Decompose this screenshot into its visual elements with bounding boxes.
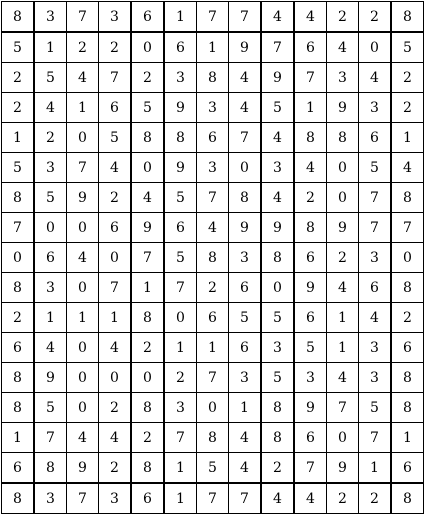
grid-cell: 9 [131, 213, 164, 243]
grid-cell: 2 [131, 333, 164, 363]
grid-cell: 6 [294, 303, 327, 333]
grid-cell: 4 [261, 183, 294, 213]
grid-cell: 8 [197, 243, 229, 273]
grid-cell: 3 [261, 153, 294, 183]
grid-cell: 7 [34, 423, 67, 453]
grid-cell: 7 [164, 273, 197, 303]
grid-cell: 1 [294, 93, 327, 123]
grid-cell: 1 [391, 123, 424, 153]
grid-cell: 0 [327, 153, 359, 183]
grid-cell: 0 [261, 273, 294, 303]
grid-cell: 7 [229, 2, 262, 33]
grid-cell: 3 [197, 93, 229, 123]
grid-cell: 2 [327, 2, 359, 33]
grid-cell: 6 [2, 453, 35, 484]
grid-cell: 8 [391, 183, 424, 213]
grid-cell: 2 [391, 93, 424, 123]
grid-cell: 9 [261, 63, 294, 93]
grid-row [2, 363, 424, 393]
grid-row [2, 483, 424, 514]
grid-cell: 3 [359, 363, 392, 393]
grid-row [2, 213, 424, 243]
grid-cell: 7 [359, 183, 392, 213]
grid-cell: 3 [164, 393, 197, 423]
grid-cell: 0 [131, 363, 164, 393]
grid-cell: 9 [164, 93, 197, 123]
grid-cell: 2 [261, 453, 294, 484]
grid-row [2, 123, 424, 153]
grid-cell: 4 [327, 363, 359, 393]
grid-cell: 0 [131, 153, 164, 183]
grid-cell: 7 [229, 483, 262, 514]
grid-cell: 6 [294, 423, 327, 453]
grid-cell: 8 [391, 393, 424, 423]
grid-cell: 0 [99, 363, 132, 393]
grid-cell: 7 [359, 213, 392, 243]
grid-cell: 2 [2, 63, 35, 93]
grid-cell: 4 [229, 63, 262, 93]
grid-cell: 2 [67, 32, 99, 63]
grid-cell: 0 [99, 243, 132, 273]
grid-cell: 2 [164, 363, 197, 393]
grid-cell: 3 [99, 2, 132, 33]
grid-cell: 4 [229, 93, 262, 123]
grid-row [2, 273, 424, 303]
grid-cell: 3 [294, 363, 327, 393]
grid-cell: 5 [261, 303, 294, 333]
grid-cell: 4 [99, 153, 132, 183]
grid-cell: 6 [197, 303, 229, 333]
grid-cell: 4 [261, 123, 294, 153]
grid-cell: 8 [391, 2, 424, 33]
grid-cell: 6 [34, 243, 67, 273]
grid-cell: 4 [294, 153, 327, 183]
grid-cell: 1 [34, 32, 67, 63]
grid-cell: 8 [229, 183, 262, 213]
grid-row [2, 393, 424, 423]
grid-row [2, 2, 424, 33]
grid-cell: 9 [327, 93, 359, 123]
grid-cell: 0 [67, 363, 99, 393]
grid-cell: 9 [67, 453, 99, 484]
grid-cell: 6 [164, 213, 197, 243]
grid-cell: 6 [229, 273, 262, 303]
grid-cell: 1 [359, 453, 392, 484]
grid-cell: 3 [34, 153, 67, 183]
grid-cell: 8 [261, 423, 294, 453]
grid-cell: 7 [294, 453, 327, 484]
grid-cell: 2 [391, 63, 424, 93]
grid-cell: 0 [67, 213, 99, 243]
number-grid [1, 1, 424, 514]
grid-cell: 0 [2, 243, 35, 273]
grid-cell: 4 [229, 453, 262, 484]
grid-cell: 9 [294, 273, 327, 303]
grid-cell: 8 [131, 393, 164, 423]
grid-cell: 5 [261, 363, 294, 393]
grid-cell: 4 [327, 32, 359, 63]
grid-cell: 1 [131, 273, 164, 303]
grid-cell: 1 [391, 423, 424, 453]
grid-cell: 4 [294, 483, 327, 514]
grid-cell: 6 [131, 2, 164, 33]
grid-cell: 2 [99, 183, 132, 213]
grid-cell: 4 [391, 153, 424, 183]
grid-cell: 3 [34, 273, 67, 303]
grid-cell: 4 [67, 243, 99, 273]
grid-row [2, 63, 424, 93]
grid-cell: 0 [197, 393, 229, 423]
grid-cell: 3 [164, 63, 197, 93]
grid-cell: 2 [359, 2, 392, 33]
grid-cell: 7 [197, 363, 229, 393]
grid-cell: 2 [359, 483, 392, 514]
grid-row [2, 183, 424, 213]
grid-cell: 7 [67, 483, 99, 514]
grid-cell: 8 [294, 123, 327, 153]
grid-cell: 7 [99, 63, 132, 93]
grid-cell: 0 [359, 32, 392, 63]
grid-cell: 6 [164, 32, 197, 63]
grid-row [2, 453, 424, 484]
grid-cell: 2 [294, 183, 327, 213]
grid-cell: 0 [67, 273, 99, 303]
grid-row [2, 423, 424, 453]
grid-cell: 5 [2, 153, 35, 183]
grid-cell: 9 [229, 213, 262, 243]
grid-cell: 0 [67, 393, 99, 423]
grid-cell: 1 [99, 303, 132, 333]
grid-cell: 9 [294, 393, 327, 423]
grid-cell: 8 [131, 303, 164, 333]
grid-cell: 0 [67, 123, 99, 153]
grid-cell: 2 [2, 93, 35, 123]
grid-cell: 0 [391, 243, 424, 273]
grid-cell: 5 [261, 93, 294, 123]
grid-cell: 9 [229, 32, 262, 63]
grid-cell: 3 [229, 363, 262, 393]
grid-cell: 6 [2, 333, 35, 363]
grid-cell: 0 [229, 153, 262, 183]
grid-cell: 8 [2, 363, 35, 393]
grid-cell: 4 [327, 273, 359, 303]
grid-cell: 7 [229, 123, 262, 153]
grid-cell: 0 [327, 183, 359, 213]
grid-cell: 5 [294, 333, 327, 363]
grid-cell: 6 [229, 333, 262, 363]
grid-cell: 8 [131, 123, 164, 153]
grid-cell: 8 [2, 2, 35, 33]
grid-cell: 6 [391, 333, 424, 363]
grid-cell: 9 [164, 153, 197, 183]
grid-row [2, 333, 424, 363]
grid-cell: 1 [197, 32, 229, 63]
grid-cell: 0 [164, 303, 197, 333]
grid-cell: 1 [197, 333, 229, 363]
grid-cell: 7 [391, 213, 424, 243]
grid-cell: 3 [197, 153, 229, 183]
grid-cell: 1 [229, 393, 262, 423]
grid-cell: 2 [391, 303, 424, 333]
grid-cell: 8 [261, 393, 294, 423]
grid-cell: 4 [359, 63, 392, 93]
grid-cell: 4 [229, 423, 262, 453]
grid-cell: 1 [164, 333, 197, 363]
grid-cell: 5 [34, 393, 67, 423]
grid-cell: 2 [34, 123, 67, 153]
grid-cell: 5 [164, 183, 197, 213]
grid-cell: 8 [391, 363, 424, 393]
grid-cell: 8 [2, 393, 35, 423]
grid-cell: 7 [67, 2, 99, 33]
grid-cell: 8 [164, 123, 197, 153]
grid-cell: 6 [359, 123, 392, 153]
grid-cell: 1 [34, 303, 67, 333]
grid-cell: 7 [294, 63, 327, 93]
grid-cell: 5 [359, 393, 392, 423]
grid-cell: 9 [327, 213, 359, 243]
grid-cell: 4 [197, 213, 229, 243]
grid-cell: 8 [2, 273, 35, 303]
grid-cell: 3 [34, 2, 67, 33]
grid-cell: 1 [67, 93, 99, 123]
grid-cell: 5 [229, 303, 262, 333]
grid-cell: 7 [261, 32, 294, 63]
grid-cell: 2 [131, 63, 164, 93]
grid-cell: 3 [261, 333, 294, 363]
grid-row [2, 243, 424, 273]
grid-cell: 5 [34, 63, 67, 93]
grid-cell: 3 [327, 63, 359, 93]
grid-cell: 7 [197, 483, 229, 514]
grid-cell: 4 [99, 333, 132, 363]
grid-row [2, 303, 424, 333]
grid-row [2, 32, 424, 63]
grid-cell: 2 [131, 423, 164, 453]
grid-cell: 4 [34, 333, 67, 363]
grid-cell: 1 [164, 2, 197, 33]
grid-cell: 8 [294, 213, 327, 243]
grid-cell: 9 [327, 453, 359, 484]
grid-cell: 5 [131, 93, 164, 123]
grid-cell: 1 [2, 423, 35, 453]
grid-cell: 0 [34, 213, 67, 243]
grid-cell: 4 [359, 303, 392, 333]
grid-cell: 7 [327, 393, 359, 423]
grid-cell: 8 [2, 183, 35, 213]
grid-cell: 6 [391, 453, 424, 484]
grid-cell: 3 [359, 93, 392, 123]
grid-cell: 8 [197, 423, 229, 453]
grid-cell: 1 [164, 453, 197, 484]
grid-cell: 4 [261, 483, 294, 514]
grid-cell: 7 [197, 2, 229, 33]
grid-cell: 7 [67, 153, 99, 183]
grid-cell: 7 [99, 273, 132, 303]
grid-cell: 8 [197, 63, 229, 93]
grid-cell: 0 [67, 333, 99, 363]
grid-cell: 6 [294, 32, 327, 63]
grid-cell: 7 [359, 423, 392, 453]
grid-cell: 1 [327, 303, 359, 333]
grid-cell: 1 [327, 333, 359, 363]
grid-cell: 3 [359, 333, 392, 363]
grid-cell: 4 [261, 2, 294, 33]
grid-cell: 2 [99, 393, 132, 423]
grid-cell: 9 [67, 183, 99, 213]
grid-cell: 7 [197, 183, 229, 213]
grid-cell: 8 [391, 483, 424, 514]
grid-cell: 4 [99, 423, 132, 453]
grid-cell: 8 [131, 453, 164, 484]
grid-cell: 4 [67, 63, 99, 93]
grid-cell: 8 [261, 243, 294, 273]
grid-cell: 5 [99, 123, 132, 153]
grid-cell: 6 [197, 123, 229, 153]
grid-cell: 6 [131, 483, 164, 514]
grid-cell: 4 [131, 183, 164, 213]
grid-cell: 6 [294, 243, 327, 273]
grid-cell: 8 [2, 483, 35, 514]
grid-cell: 3 [359, 243, 392, 273]
grid-cell: 5 [2, 32, 35, 63]
grid-cell: 3 [229, 243, 262, 273]
grid-cell: 6 [99, 213, 132, 243]
grid-cell: 4 [294, 2, 327, 33]
grid-cell: 2 [99, 453, 132, 484]
grid-cell: 5 [359, 153, 392, 183]
grid-cell: 6 [359, 273, 392, 303]
grid-row [2, 93, 424, 123]
grid-cell: 6 [99, 93, 132, 123]
grid-cell: 5 [164, 243, 197, 273]
grid-cell: 7 [2, 213, 35, 243]
grid-cell: 1 [164, 483, 197, 514]
grid-cell: 8 [327, 123, 359, 153]
grid-cell: 3 [34, 483, 67, 514]
grid-cell: 7 [131, 243, 164, 273]
grid-cell: 9 [34, 363, 67, 393]
grid-cell: 1 [2, 123, 35, 153]
grid-cell: 5 [197, 453, 229, 484]
grid-cell: 4 [34, 93, 67, 123]
grid-cell: 7 [164, 423, 197, 453]
grid-cell: 5 [391, 32, 424, 63]
grid-cell: 2 [2, 303, 35, 333]
grid-cell: 0 [327, 423, 359, 453]
grid-cell: 4 [67, 423, 99, 453]
grid-cell: 3 [99, 483, 132, 514]
grid-cell: 2 [197, 273, 229, 303]
grid-cell: 2 [327, 483, 359, 514]
grid-cell: 8 [34, 453, 67, 484]
grid-cell: 0 [131, 32, 164, 63]
grid-cell: 9 [261, 213, 294, 243]
grid-row [2, 153, 424, 183]
grid-cell: 2 [99, 32, 132, 63]
grid-cell: 1 [67, 303, 99, 333]
grid-cell: 5 [34, 183, 67, 213]
grid-cell: 2 [327, 243, 359, 273]
grid-cell: 8 [391, 273, 424, 303]
